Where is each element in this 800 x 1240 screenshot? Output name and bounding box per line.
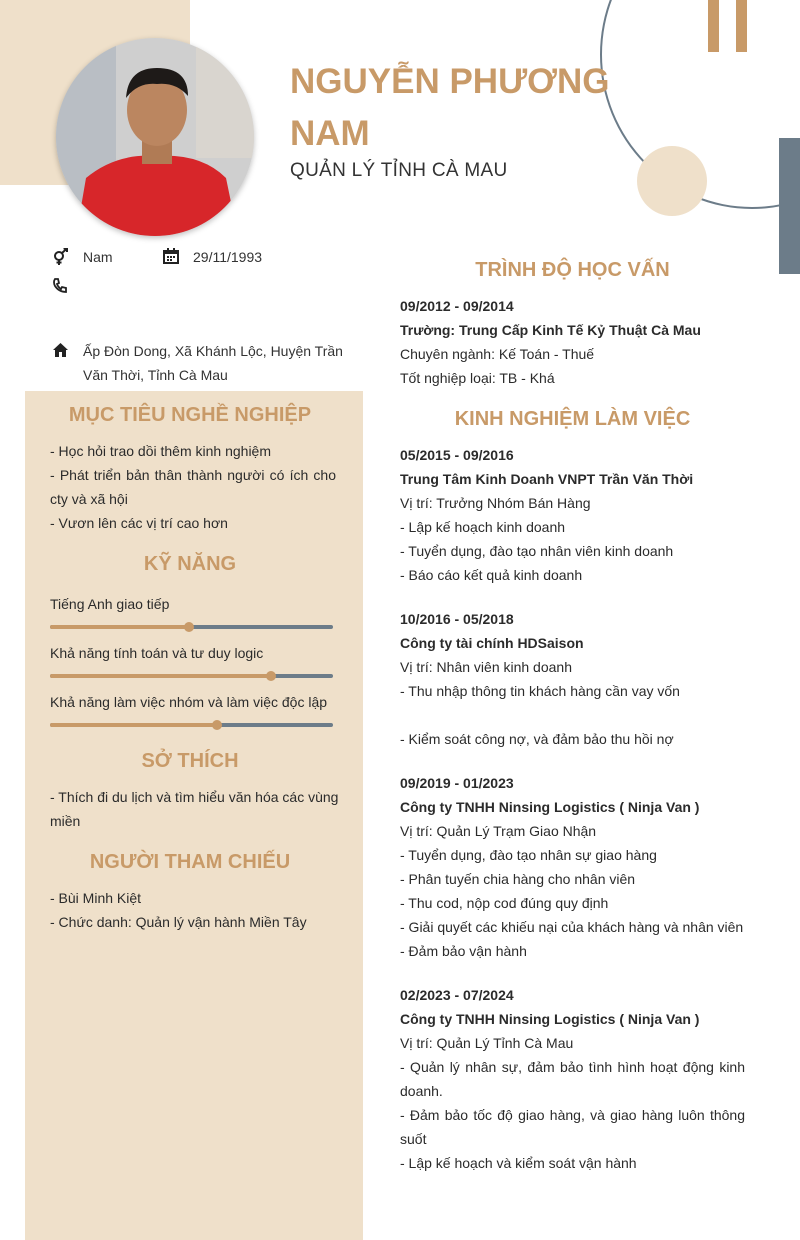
list-item: - Phát triển bản thân thành người có ích cho cty và xã hội	[50, 467, 336, 507]
job-period: 09/2019 - 01/2023	[400, 775, 514, 791]
decorative-bar	[736, 0, 747, 52]
calendar-icon	[163, 248, 181, 266]
gender-value: Nam	[83, 249, 113, 265]
skill-label: Khả năng tính toán và tư duy logic	[50, 645, 264, 661]
list-item: - Thích đi du lịch và tìm hiểu văn hóa các vùng miền	[50, 789, 339, 829]
decorative-dot	[637, 146, 707, 216]
job-duty: - Lập kế hoạch và kiểm soát vận hành	[400, 1155, 637, 1171]
education-period: 09/2012 - 09/2014	[400, 298, 514, 314]
job-position: Vị trí: Trưởng Nhóm Bán Hàng	[400, 495, 591, 511]
job-entry	[400, 607, 745, 751]
list-item: - Chức danh: Quản lý vận hành Miền Tây	[50, 914, 307, 930]
skill-bar-knob	[212, 720, 222, 730]
education-grade: Tốt nghiệp loại: TB - Khá	[400, 370, 555, 386]
phone-icon	[52, 278, 70, 296]
job-company: Trung Tâm Kinh Doanh VNPT Trần Văn Thời	[400, 471, 694, 487]
education-school: Trường: Trung Cấp Kinh Tế Kỷ Thuật Cà Mau	[400, 322, 701, 338]
list-item: - Bùi Minh Kiệt	[50, 890, 142, 906]
references-heading: NGƯỜI THAM CHIẾU	[89, 851, 291, 873]
education-block	[400, 294, 745, 390]
education-major: Chuyên ngành: Kế Toán - Thuế	[400, 346, 595, 362]
job-position: Vị trí: Quản Lý Trạm Giao Nhận	[400, 823, 597, 839]
job-period: 10/2016 - 05/2018	[400, 611, 514, 627]
job-entry	[400, 443, 745, 587]
job-duty: - Đảm bảo vận hành	[400, 943, 527, 959]
job-position: Vị trí: Quản Lý Tỉnh Cà Mau	[400, 1035, 574, 1051]
job-duty: - Phân tuyến chia hàng cho nhân viên	[400, 871, 636, 887]
job-company: Công ty TNHH Ninsing Logistics ( Ninja Van )	[400, 799, 700, 815]
job-duty: - Giải quyết các khiếu nại của khách hàng và nhân viên	[400, 919, 744, 935]
job-period: 05/2015 - 09/2016	[400, 447, 514, 463]
objective-list	[50, 439, 336, 535]
skill-bar-knob	[266, 671, 276, 681]
decorative-bar	[708, 0, 719, 52]
job-title: QUẢN LÝ TỈNH CÀ MAU	[290, 160, 508, 181]
job-period: 02/2023 - 07/2024	[400, 987, 514, 1003]
education-heading: TRÌNH ĐỘ HỌC VẤN	[475, 259, 670, 281]
skill-bar-knob	[184, 622, 194, 632]
job-duty: - Tuyển dụng, đào tạo nhân viên kinh doanh	[400, 543, 674, 559]
job-duty: - Kiểm soát công nợ, và đảm bảo thu hồi nợ	[400, 731, 674, 747]
skill-bar	[50, 723, 333, 727]
references-list	[50, 886, 340, 934]
skills-heading: KỸ NĂNG	[143, 553, 237, 575]
skill-bar-fill	[50, 625, 189, 629]
skill-bar-fill	[50, 674, 271, 678]
skill-bar	[50, 625, 333, 629]
job-entry	[400, 983, 745, 1175]
list-item: - Vươn lên các vị trí cao hơn	[50, 515, 228, 531]
skill-bar	[50, 674, 333, 678]
job-duty: - Báo cáo kết quả kinh doanh	[400, 567, 583, 583]
skill-bar-fill	[50, 723, 217, 727]
job-duty: - Thu cod, nộp cod đúng quy định	[400, 895, 609, 911]
job-duty: - Tuyển dụng, đào tạo nhân sự giao hàng	[400, 847, 657, 863]
job-company: Công ty tài chính HDSaison	[400, 635, 584, 651]
hobbies-heading: SỞ THÍCH	[141, 750, 239, 772]
job-duty: - Lập kế hoạch kinh doanh	[400, 519, 566, 535]
full-name: NGUYỄN PHƯƠNG NAM	[290, 62, 610, 153]
job-company: Công ty TNHH Ninsing Logistics ( Ninja Van )	[400, 1011, 700, 1027]
experience-list	[400, 443, 745, 1195]
job-entry	[400, 771, 745, 963]
avatar	[56, 38, 254, 236]
job-duty: - Đảm bảo tốc độ giao hàng, và giao hàng luôn thông suốt	[400, 1107, 745, 1147]
experience-heading: KINH NGHIỆM LÀM VIỆC	[454, 408, 691, 430]
skill-label: Tiếng Anh giao tiếp	[50, 596, 170, 612]
hobbies-list	[50, 785, 340, 833]
job-duty: - Thu nhập thông tin khách hàng cần vay vốn	[400, 683, 680, 699]
objective-heading: MỤC TIÊU NGHỀ NGHIỆP	[68, 404, 312, 426]
skill-label: Khả năng làm việc nhóm và làm việc độc lập	[50, 694, 328, 710]
gender-icon	[52, 248, 70, 266]
list-item: - Học hỏi trao dồi thêm kinh nghiệm	[50, 443, 271, 459]
address-value: Ấp Đòn Dong, Xã Khánh Lộc, Huyện Trần Văn Thời, Tỉnh Cà Mau	[83, 343, 343, 383]
job-position: Vị trí: Nhân viên kinh doanh	[400, 659, 572, 675]
home-icon	[52, 342, 70, 360]
decorative-side-bar	[779, 138, 800, 274]
birthdate-value: 29/11/1993	[193, 249, 263, 265]
job-duty: - Quản lý nhân sự, đảm bảo tình hình hoạt động kinh doanh.	[400, 1059, 745, 1099]
job-duty	[400, 703, 745, 727]
